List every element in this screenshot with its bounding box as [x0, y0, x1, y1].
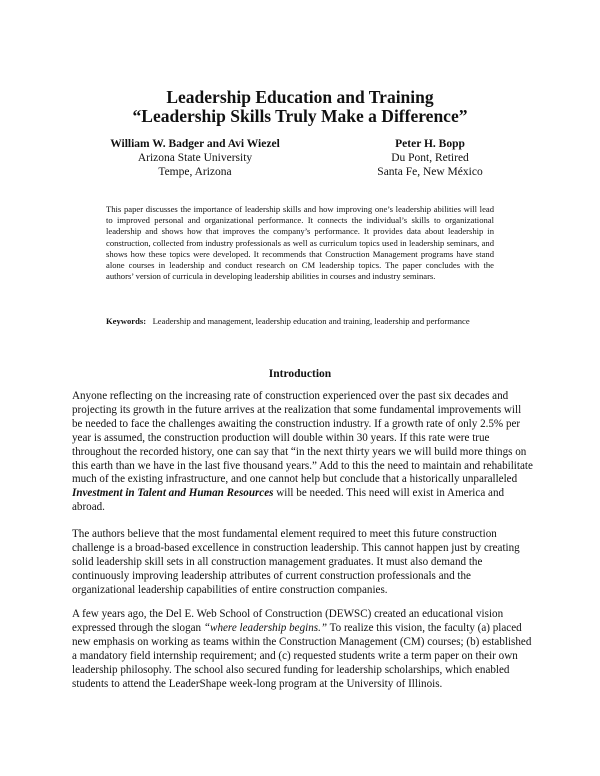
author-affiliation-right: Du Pont, Retired [391, 152, 469, 164]
para1-text-end: will be needed. This need will exist in America and abroad. [72, 487, 505, 514]
author-names-right: Peter H. Bopp [395, 138, 465, 150]
author-location-right: Santa Fe, New México [377, 166, 483, 178]
intro-paragraph-2: The authors believe that the most fundamental element required to meet this future construction challenge is a broad-based excellence in construction leadership. This cannot happen just by creating solid leadership skill sets in all construction management graduates. It must also demand the continuously improving leadership attributes of current construction professionals and the organizational leadership capabilities of entire construction companies. [72, 528, 520, 596]
keywords-label: Keywords: [106, 316, 147, 326]
intro-paragraph-1 [72, 390, 534, 515]
intro-paragraph-3 [72, 608, 534, 691]
abstract: This paper discusses the importance of leadership skills and how improving one’s leadership abilities will lead to improved personal and organizational performance. It connects the individual’s skills to organizational leadership and shows how that improves the company’s performance. It provides data about leadership in construction, collected from industry professionals as well as curriculum topics used in leadership seminars, and shows how these topics were developed. It recommends that Construction Management programs have stand alone courses in leadership and conduct research on CM leadership topics. The paper concludes with the authors’ version of curricula in developing leadership abilities in courses and industry seminars. [106, 204, 494, 282]
author-block-left [70, 137, 320, 179]
para1-emphasis: Investment in Talent and Human Resources [72, 487, 274, 500]
keywords-text: Leadership and management, leadership education and training, leadership and performance [152, 316, 470, 326]
author-affiliation-left: Arizona State University [137, 152, 253, 164]
para3-text-start: A few years ago, the Del E. Web School of Construction (DEWSC) created an educational vision expressed through the slogan [72, 608, 504, 634]
section-heading-introduction: Introduction [268, 368, 332, 380]
keywords [106, 316, 494, 327]
paper-title-line1: Leadership Education and Training [166, 87, 434, 107]
author-block-right [318, 137, 542, 179]
para1-text-start: Anyone reflecting on the increasing rate of construction experienced over the past six decades and projecting its growth in the future arrives at the realization that some fundamental improvements will be needed to face the challenges awaiting the construction industry. If a growth rate of only 2.5% per year is assumed, the construction production will double within 30 years. If this rate were true throughout the recorded history, one can say that “in the next thirty years we will build more things on this earth than we have in the last five thousand years.” Add to this the need to maintain and rehabilitate much of the existing infrastructure, and one cannot help but conclude that a historically unparalleled [72, 390, 533, 486]
para3-slogan: “where leadership begins.” [203, 621, 328, 634]
para3-text-end: To realize this vision, the faculty (a) placed new emphasis on working as teams within the Construction Management (CM) courses; (b) established a mandatory field internship requirement; and (c) requested students write a term paper on their own leadership philosophy. The school also secured funding for leadership scholarships, which enabled students to attend the LeaderShape week-long program at the University of Illinois. [72, 621, 532, 690]
author-names-left: William W. Badger and Avi Wiezel [110, 138, 280, 150]
paper-title-line2: “Leadership Skills Truly Make a Difference” [132, 106, 468, 126]
author-location-left: Tempe, Arizona [158, 166, 232, 178]
